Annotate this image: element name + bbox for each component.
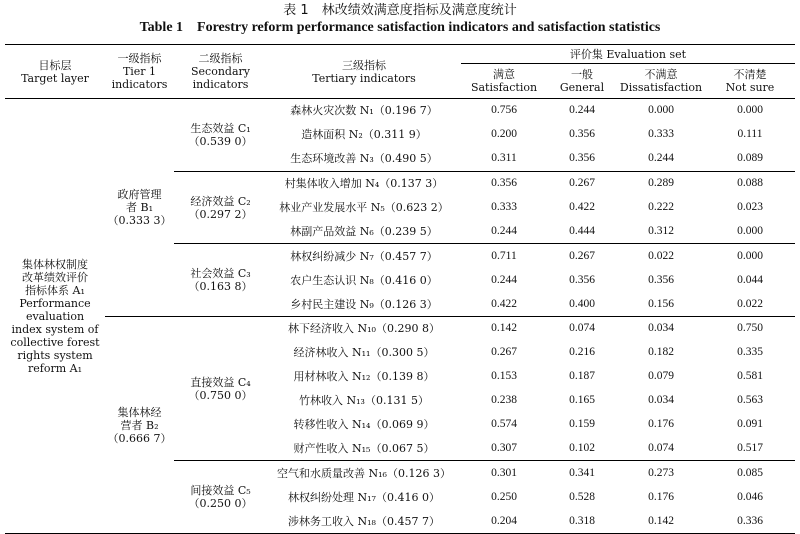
satisfaction-value: 0.756 [491,104,517,117]
tier1-line: 者 B₁ [126,201,153,214]
tertiary-indicator: 林业产业发展水平 N₅（0.623 2） [279,201,449,214]
satisfaction-value: 0.250 [491,490,517,503]
satisfaction-value: 0.333 [491,201,517,213]
satisfaction-table [5,44,795,534]
secondary-line: （0.250 0） [188,497,253,511]
satisfaction-value: 0.307 [491,441,517,454]
satisfaction-value: 0.574 [491,418,517,431]
target-layer-line: evaluation [25,309,85,323]
header-satisfaction: 满意 Satisfaction [461,64,547,99]
secondary-cell [174,317,267,461]
header-tier1: 一级指标 Tier 1 indicators [105,45,174,99]
secondary-line: （0.750 0） [188,388,253,402]
satisfaction-value: 0.142 [461,317,547,341]
target-layer-line: collective forest [10,335,100,349]
header-secondary: 二级指标 Secondary indicators [174,45,267,99]
satisfaction-value: 0.244 [491,224,517,237]
satisfaction-value: 0.153 [491,370,517,383]
tier1-cell [105,317,174,534]
dissatisfaction-value: 0.273 [617,461,705,485]
tertiary-indicator: 林权纠纷处理 N₁₇（0.416 0） [288,490,440,504]
general-value: 0.159 [569,418,595,431]
tier1-line: 集体林经 [117,405,162,419]
tier1-line: （0.333 3） [107,214,172,227]
secondary-line: 经济效益 C₂ [190,194,251,208]
satisfaction-value: 0.422 [491,297,517,310]
header-not-sure: 不清楚 Not sure [705,64,795,99]
tertiary-indicator: 生态环境改善 N₃（0.490 5） [290,152,438,166]
dissatisfaction-value: 0.333 [648,128,674,141]
dissatisfaction-value: 0.142 [617,509,705,533]
not-sure-value: 0.000 [705,244,795,268]
secondary-line: 社会效益 C₃ [190,267,251,281]
satisfaction-value: 0.238 [491,394,517,407]
tier1-line: （0.666 7） [107,431,172,445]
dissatisfaction-value: 0.079 [648,370,674,383]
dissatisfaction-value: 0.034 [648,394,674,407]
dissatisfaction-value: 0.176 [648,418,674,431]
satisfaction-value: 0.244 [491,273,517,286]
not-sure-value: 0.000 [737,224,763,237]
secondary-cell [174,171,267,244]
target-layer-line: index system of [11,322,99,336]
satisfaction-value: 0.301 [461,461,547,485]
not-sure-value: 0.581 [737,370,763,383]
secondary-line: 间接效益 C₅ [190,484,251,498]
dissatisfaction-value: 0.176 [648,490,674,503]
general-value: 0.356 [569,152,595,165]
tertiary-indicator: 林副产品效益 N₆（0.239 5） [290,224,438,238]
not-sure-value: 0.111 [737,128,763,141]
not-sure-value: 0.022 [737,297,763,310]
header-tertiary: 三级指标 Tertiary indicators [267,45,461,99]
secondary-cell [174,99,267,172]
satisfaction-value: 0.267 [491,346,517,359]
general-value: 0.267 [547,244,617,268]
header-general: 一般 General [547,64,617,99]
target-layer-cell [5,99,105,534]
tertiary-indicator: 经济林收入 N₁₁（0.300 5） [293,346,435,360]
dissatisfaction-value: 0.289 [617,171,705,195]
not-sure-value: 0.023 [737,201,763,213]
general-value: 0.102 [569,441,595,454]
secondary-line: （0.539 0） [188,134,253,148]
not-sure-value: 0.088 [705,171,795,195]
dissatisfaction-value: 0.022 [617,244,705,268]
tier1-line: 政府管理 [117,188,162,201]
general-value: 0.244 [569,104,595,117]
dissatisfaction-value: 0.182 [648,346,674,359]
secondary-line: 直接效益 C₄ [190,375,251,389]
dissatisfaction-value: 0.244 [648,152,674,165]
secondary-line: （0.163 8） [188,280,253,294]
general-value: 0.341 [547,461,617,485]
satisfaction-value: 0.311 [491,152,517,165]
tertiary-indicator: 转移性收入 N₁₄（0.069 9） [293,418,435,432]
secondary-line: 生态效益 C₁ [190,121,251,135]
header-evaluation-set: 评价集 Evaluation set [461,45,795,64]
tertiary-indicator: 林下经济收入 N₁₀（0.290 8） [267,317,461,341]
tertiary-indicator: 农户生态认识 N₈（0.416 0） [290,273,438,287]
general-value: 0.444 [569,224,595,237]
not-sure-value: 0.091 [737,418,763,431]
general-value: 0.356 [569,273,595,286]
target-layer-line: 指标体系 A₁ [25,283,85,297]
not-sure-value: 0.750 [705,317,795,341]
header-target-layer: 目标层 Target layer [5,45,105,99]
tertiary-indicator: 乡村民主建设 N₉（0.126 3） [290,297,438,311]
general-value: 0.400 [569,297,595,310]
not-sure-value: 0.517 [737,441,763,454]
tertiary-indicator: 涉林务工收入 N₁₈（0.457 7） [267,509,461,533]
general-value: 0.216 [569,346,595,359]
tier1-cell [105,99,174,317]
general-value: 0.356 [569,128,595,141]
satisfaction-value: 0.711 [461,244,547,268]
general-value: 0.267 [547,171,617,195]
not-sure-value: 0.044 [737,273,763,286]
dissatisfaction-value: 0.356 [648,273,674,286]
general-value: 0.165 [569,394,595,407]
general-value: 0.187 [569,370,595,383]
caption-chinese: 表 1 林改绩效满意度指标及满意度统计 [283,3,517,18]
dissatisfaction-value: 0.074 [648,441,674,454]
dissatisfaction-value: 0.156 [648,297,674,310]
not-sure-value: 0.563 [737,394,763,407]
table-row [5,317,795,341]
not-sure-value: 0.046 [737,490,763,503]
general-value: 0.528 [569,490,595,503]
not-sure-value: 0.335 [737,346,763,359]
dissatisfaction-value: 0.222 [648,201,674,213]
general-value: 0.074 [547,317,617,341]
general-value: 0.422 [569,201,595,213]
general-value: 0.318 [547,509,617,533]
tertiary-indicator: 森林火灾次数 N₁（0.196 7） [290,104,438,118]
tertiary-indicator: 村集体收入增加 N₄（0.137 3） [267,171,461,195]
not-sure-value: 0.000 [737,104,763,117]
tertiary-indicator: 财产性收入 N₁₅（0.067 5） [293,441,435,455]
target-layer-line: 集体林权制度 [22,257,88,271]
dissatisfaction-value: 0.312 [648,224,674,237]
tier1-line: 营者 B₂ [120,418,159,432]
not-sure-value: 0.336 [705,509,795,533]
header-dissatisfaction: 不满意 Dissatisfaction [617,64,705,99]
not-sure-value: 0.085 [705,461,795,485]
target-layer-line: rights system [17,348,93,362]
secondary-line: （0.297 2） [188,207,253,221]
not-sure-value: 0.089 [737,152,763,165]
secondary-cell [174,461,267,534]
tertiary-indicator: 造林面积 N₂（0.311 9） [301,128,427,142]
target-layer-line: 改革绩效评价 [22,270,88,284]
satisfaction-value: 0.200 [491,128,517,141]
tertiary-indicator: 林权纠纷减少 N₇（0.457 7） [267,244,461,268]
target-layer-line: Performance [19,296,91,310]
dissatisfaction-value: 0.000 [648,104,674,117]
tertiary-indicator: 用材林收入 N₁₂（0.139 8） [293,370,435,384]
tertiary-indicator: 竹林收入 N₁₃（0.131 5） [299,394,429,408]
satisfaction-value: 0.204 [461,509,547,533]
dissatisfaction-value: 0.034 [617,317,705,341]
satisfaction-value: 0.356 [461,171,547,195]
tertiary-indicator: 空气和水质量改善 N₁₆（0.126 3） [267,461,461,485]
secondary-cell [174,244,267,317]
caption-english: Table 1 Forestry reform performance satisfaction indicators and satisfaction statistics [139,20,661,35]
table-body [5,99,795,534]
table-caption [0,0,800,37]
table-row [5,99,795,123]
target-layer-line: reform A₁ [27,361,82,375]
